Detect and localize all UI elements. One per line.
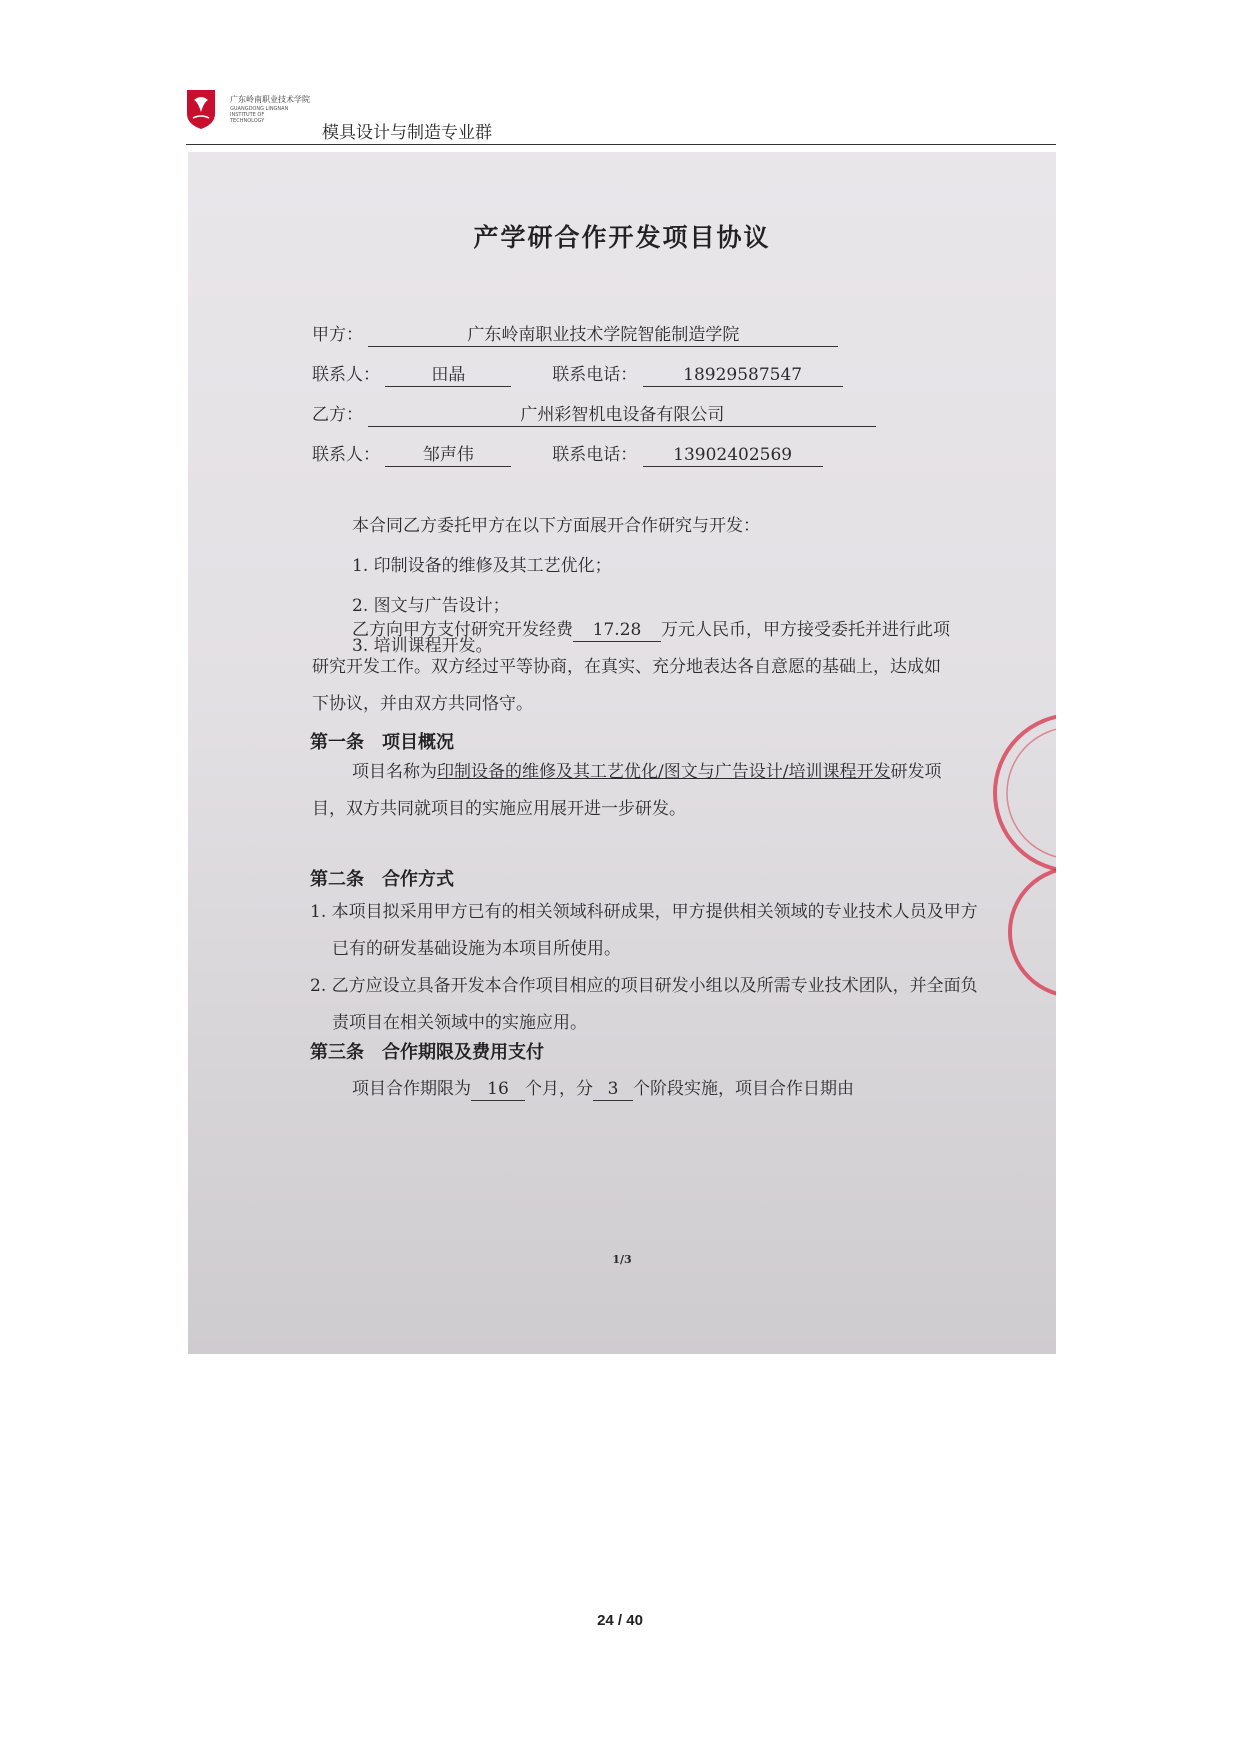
payment-amount: 17.28 — [573, 619, 661, 642]
party-b-contact-row — [312, 440, 823, 467]
article-1-body: 项目名称为印制设备的维修及其工艺优化/图文与广告设计/培训课程开发研发项目，双方共同就项目的实施应用展开进一步研发。 — [312, 762, 942, 819]
party-b-contact: 邹声伟 — [385, 444, 511, 467]
party-a-contact: 田晶 — [385, 364, 511, 387]
phone-label: 联系电话： — [552, 365, 638, 385]
photo-page-number: 1/3 — [612, 1253, 632, 1266]
party-a-value: 广东岭南职业技术学院智能制造学院 — [368, 324, 838, 347]
article-2-heading: 第二条 合作方式 — [310, 869, 454, 890]
payment-paragraph: 乙方向甲方支付研究开发经费 17.28 万元人民币，甲方接受委托并进行此项研究开发工作。双方经过平等协商，在真实、充分地表达各自意愿的基础上，达成如下协议，并由双方共同恪守。 — [312, 620, 950, 714]
intro-line: 本合同乙方委托甲方在以下方面展开合作研究与开发： — [352, 516, 760, 536]
article-3-heading: 第三条 合作期限及费用支付 — [310, 1042, 544, 1063]
cooperation-item: 1. 印制设备的维修及其工艺优化； — [352, 556, 612, 576]
institution-name-en: GUANGDONG LINGNAN INSTITUTE OF TECHNOLOGY — [230, 106, 289, 124]
payment-continuation: 并进行此项研究开发工作。双方经过平等协商，在真实、充分地表达各自意愿的基础上，达成如下协议，并由双方共同恪守。 — [312, 620, 950, 714]
page-header — [186, 88, 1056, 148]
cooperation-stages: 3 — [593, 1078, 633, 1101]
party-a-row — [312, 320, 838, 347]
party-b-phone: 13902402569 — [643, 444, 823, 467]
party-a-contact-row — [312, 360, 843, 387]
agreement-title: 产学研合作开发项目协议 — [473, 223, 771, 252]
article-2-item: 1. 本项目拟采用甲方已有的相关领域科研成果，甲方提供相关领域的专业技术人员及甲方已有的研发基础设施为本项目所使用。 — [310, 902, 978, 959]
phone-label: 联系电话： — [552, 445, 638, 465]
red-seal-stamp-icon — [1004, 862, 1056, 1002]
party-b-row — [312, 400, 876, 427]
school-logo-icon — [186, 88, 216, 130]
party-a-label: 甲方： — [312, 325, 363, 345]
red-seal-stamp-icon — [988, 708, 1056, 878]
institution-name-cn: 广东岭南职业技术学院 — [230, 95, 310, 104]
article-3-body: 项目合作期限为 16 个月，分 3 个阶段实施，项目合作日期由 — [352, 1079, 854, 1099]
project-name: 印制设备的维修及其工艺优化/图文与广告设计/培训课程开发 — [437, 762, 891, 782]
cooperation-item: 3. 培训课程开发。 — [352, 636, 493, 656]
party-a-phone: 18929587547 — [643, 364, 843, 387]
page-number: 24 / 40 — [597, 1612, 643, 1629]
contact-label: 联系人： — [312, 445, 380, 465]
header-divider — [186, 144, 1056, 145]
party-b-value: 广州彩智机电设备有限公司 — [368, 404, 876, 427]
cooperation-item: 2. 图文与广告设计； — [352, 596, 510, 616]
scanned-agreement-photo — [188, 152, 1056, 1354]
contact-label: 联系人： — [312, 365, 380, 385]
cooperation-months: 16 — [471, 1078, 525, 1101]
article-1-heading: 第一条 项目概况 — [310, 732, 454, 753]
header-subtitle: 模具设计与制造专业群 — [322, 123, 492, 143]
article-2-item: 2. 乙方应设立具备开发本合作项目相应的项目研发小组以及所需专业技术团队，并全面负责项目在相关领域中的实施应用。 — [310, 976, 978, 1033]
party-b-label: 乙方： — [312, 405, 363, 425]
